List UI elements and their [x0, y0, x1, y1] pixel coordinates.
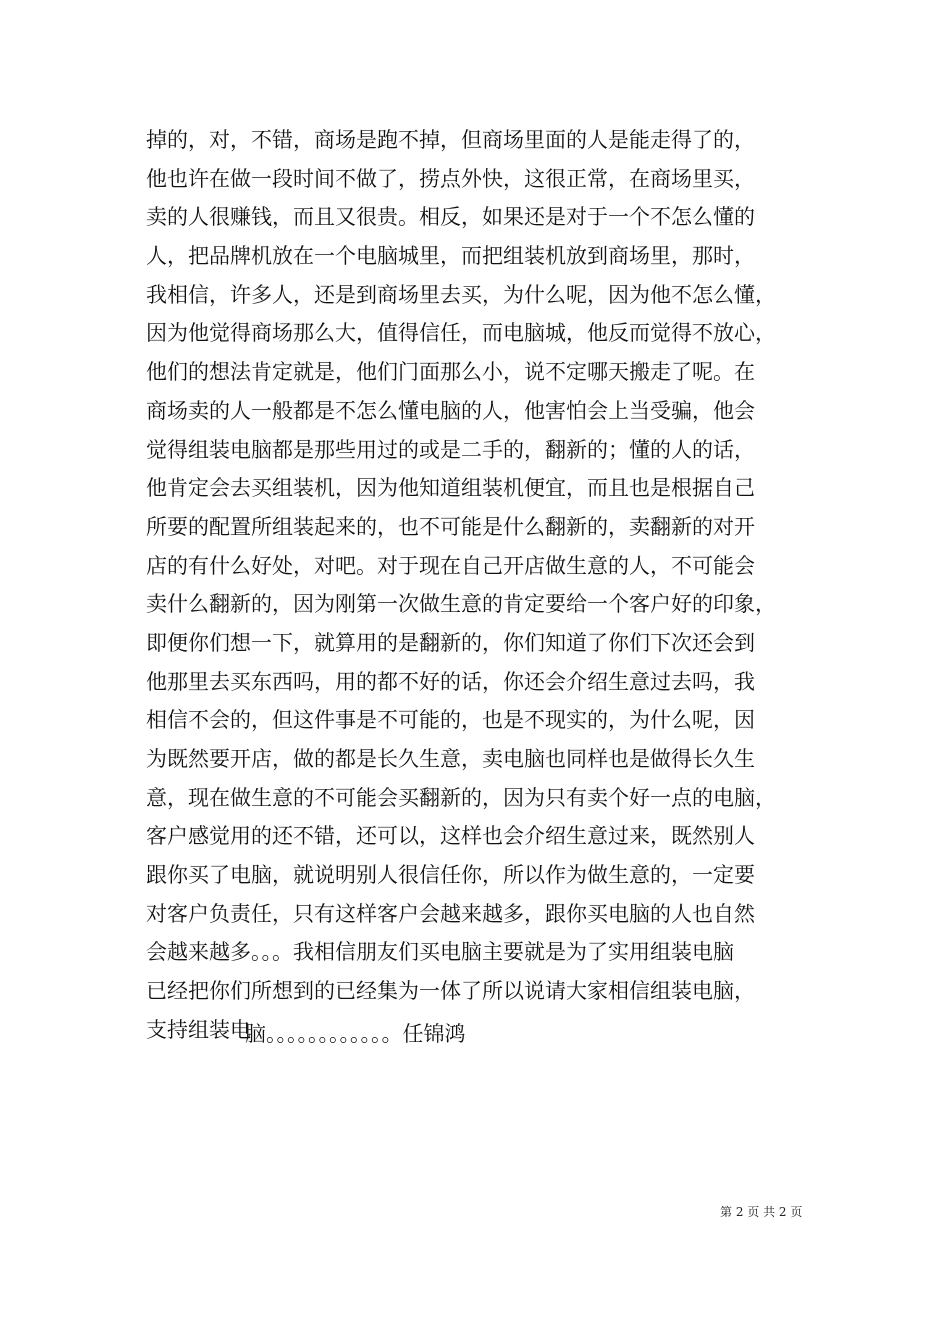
body-line: 掉的，对，不错，商场是跑不掉，但商场里面的人是能走得了的，	[146, 128, 755, 152]
body-line: 他肯定会去买组装机，因为他知道组装机便宜，而且也是根据自己	[146, 476, 755, 501]
body-line: 对客户负责任，只有这样客户会越来越多，跟你买电脑的人也自然	[146, 901, 755, 926]
body-line: 店的有什么好处，对吧。对于现在自己开店做生意的人，不可能会	[146, 553, 755, 578]
body-line: 跟你买了电脑，就说明别人很信任你，所以作为做生意的，一定要	[146, 863, 755, 888]
page-number-footer: 第 2 页 共 2 页	[720, 1205, 803, 1219]
body-line: 为既然要开店，做的都是长久生意，卖电脑也同样也是做得长久生	[146, 747, 755, 771]
body-line: 他们的想法肯定就是，他们门面那么小，说不定哪天搬走了呢。在	[146, 360, 755, 385]
body-line: 卖的人很赚钱，而且又很贵。相反，如果还是对于一个不怎么懂的	[146, 205, 755, 230]
body-line: 会越来越多。。。我相信朋友们买电脑主要就是为了实用组装电脑	[146, 940, 734, 965]
document-body	[146, 121, 826, 1050]
body-line: 卖什么翻新的，因为刚第一次做生意的肯定要给一个客户好的印象，	[146, 592, 776, 617]
body-line: 商场卖的人一般都是不怎么懂电脑的人，他害怕会上当受骗，他会	[146, 398, 755, 423]
signature-line: 脑。。。。。。。。。。。。任锦鸿	[245, 1022, 466, 1046]
body-line: 我相信，许多人，还是到商场里去买，为什么呢，因为他不怎么懂，	[146, 282, 776, 307]
body-line: 人，把品牌机放在一个电脑城里，而把组装机放到商场里，那时，	[146, 244, 755, 269]
body-line: 意，现在做生意的不可能会买翻新的，因为只有卖个好一点的电脑，	[146, 785, 776, 810]
body-line: 所要的配置所组装起来的，也不可能是什么翻新的，卖翻新的对开	[146, 514, 755, 539]
body-line: 支持组装电	[146, 1017, 251, 1042]
body-line: 相信不会的，但这件事是不可能的，也是不现实的，为什么呢，因	[146, 708, 755, 733]
body-line: 客户感觉用的还不错，还可以，这样也会介绍生意过来，既然别人	[146, 824, 755, 849]
body-line: 觉得组装电脑都是那些用过的或是二手的，翻新的；懂的人的话，	[146, 437, 755, 462]
body-line: 他也许在做一段时间不做了，捞点外快，这很正常，在商场里买，	[146, 166, 755, 191]
body-line: 他那里去买东西吗，用的都不好的话，你还会介绍生意过去吗，我	[146, 669, 755, 694]
body-line: 因为他觉得商场那么大，值得信任，而电脑城，他反而觉得不放心，	[146, 321, 776, 346]
body-line: 已经把你们所想到的已经集为一体了所以说请大家相信组装电脑，	[146, 979, 755, 1004]
body-line: 即便你们想一下，就算用的是翻新的，你们知道了你们下次还会到	[146, 630, 755, 655]
